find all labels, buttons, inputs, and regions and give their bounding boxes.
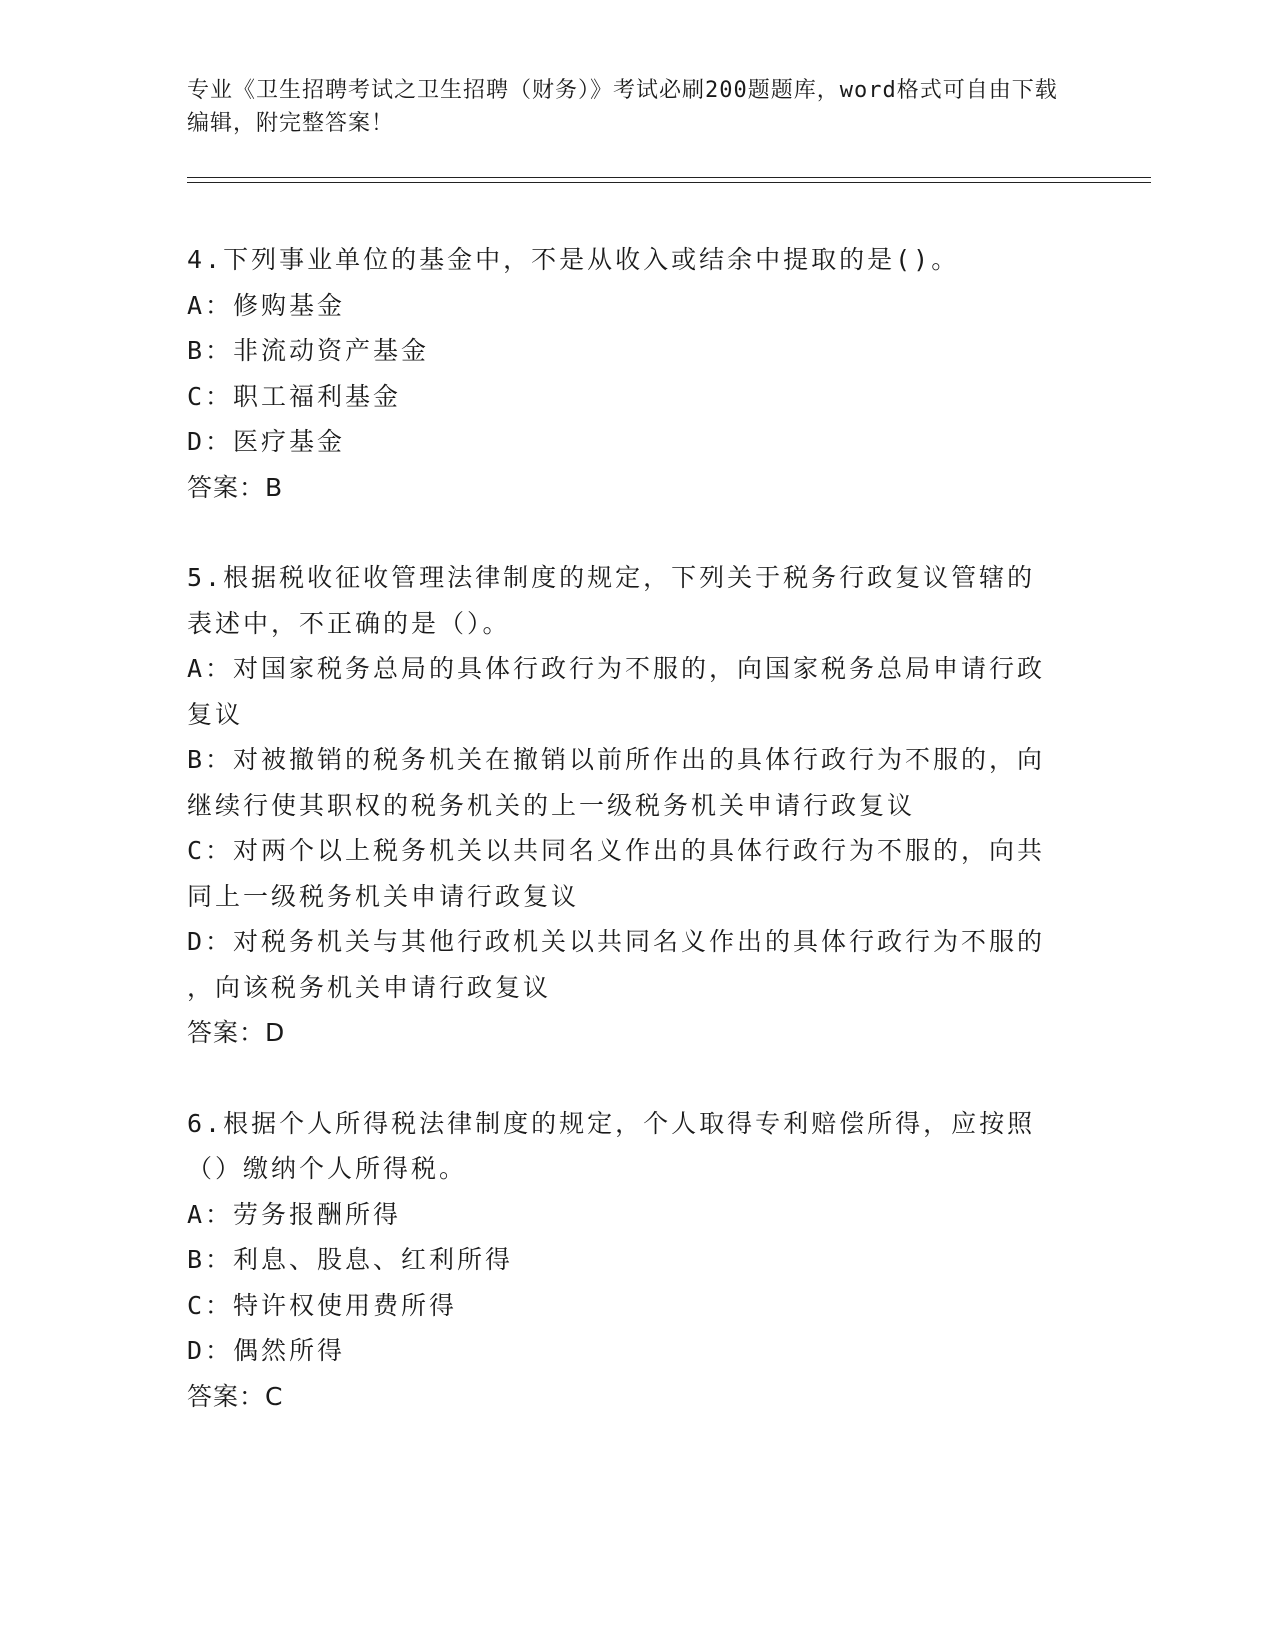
header-text: 专业《卫生招聘考试之卫生招聘（财务）》考试必刷200题题库，word格式可自由下载编辑，附完整答案！ xyxy=(187,78,1058,136)
question-4 xyxy=(187,237,1087,510)
option-b-line-2: 继续行使其职权的税务机关的上一级税务机关申请行政复议 xyxy=(187,790,916,820)
question-text: 5.根据税收征收管理法律制度的规定，下列关于税务行政复议管辖的 xyxy=(187,563,1036,592)
option-b-line-1: B：非流动资产基金 xyxy=(187,336,430,365)
option-c-line-1: C：特许权使用费所得 xyxy=(187,1290,458,1320)
option-c-line-2: 同上一级税务机关申请行政复议 xyxy=(187,881,580,911)
question-6 xyxy=(187,1101,1087,1420)
question-text-cont: （）缴纳个人所得税。 xyxy=(187,1154,468,1183)
option-c-line-1: C：对两个以上税务机关以共同名义作出的具体行政行为不服的，向共 xyxy=(187,836,1046,865)
answer: 答案：B xyxy=(187,472,284,502)
question-list xyxy=(187,237,1087,1464)
option-a-line-1: A：劳务报酬所得 xyxy=(187,1199,402,1229)
option-d-line-2: ，向该税务机关申请行政复议 xyxy=(187,972,552,1002)
question-5 xyxy=(187,555,1087,1056)
option-a-line-2: 复议 xyxy=(187,699,244,729)
question-text: 6.根据个人所得税法律制度的规定，个人取得专利赔偿所得，应按照 xyxy=(187,1108,1036,1138)
option-d-line-1: D：医疗基金 xyxy=(187,427,346,456)
option-d-line-1: D：偶然所得 xyxy=(187,1336,346,1365)
option-b-line-1: B：对被撤销的税务机关在撤销以前所作出的具体行政行为不服的，向 xyxy=(187,745,1046,774)
option-b-line-1: B：利息、股息、红利所得 xyxy=(187,1245,514,1274)
answer: 答案：C xyxy=(187,1381,284,1411)
header-divider-bottom xyxy=(187,182,1151,183)
answer: 答案：D xyxy=(187,1018,286,1047)
option-a-line-1: A：对国家税务总局的具体行政行为不服的，向国家税务总局申请行政 xyxy=(187,654,1046,683)
option-d-line-1: D：对税务机关与其他行政机关以共同名义作出的具体行政行为不服的 xyxy=(187,927,1046,956)
question-text-cont: 表述中，不正确的是（）。 xyxy=(187,608,511,638)
option-c-line-1: C：职工福利基金 xyxy=(187,381,402,411)
option-a-line-1: A：修购基金 xyxy=(187,290,346,320)
question-text: 4.下列事业单位的基金中，不是从收入或结余中提取的是()。 xyxy=(187,245,960,274)
document-header xyxy=(187,74,1067,140)
header-divider-top xyxy=(187,177,1151,178)
